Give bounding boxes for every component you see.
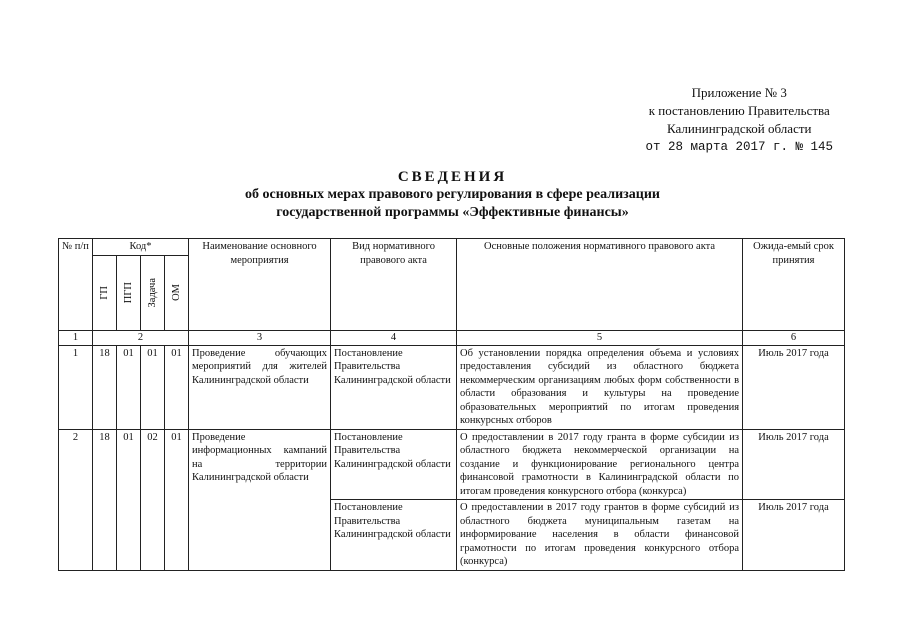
appendix-resolution: к постановлению Правительства [648,103,830,118]
header-provisions: Основные положения нормативного правового акта [457,239,743,331]
header-act-type: Вид нормативного правового акта [331,239,457,331]
appendix-region: Калининградской области [666,121,812,136]
row-task: 01 [141,345,165,429]
appendix-block [645,84,833,156]
header-gp: ГП [93,255,117,330]
row-task: 02 [141,429,165,570]
appendix-number: Приложение № 3 [691,85,787,100]
column-number-row [59,330,845,345]
title-line-2: государственной программы «Эффективные финансы» [276,205,629,220]
column-number: 1 [59,330,93,345]
header-deadline: Ожида-емый срок принятия [743,239,845,331]
header-task: Задача [141,255,165,330]
header-num: № п/п [59,239,93,331]
row-provisions: О предоставлении в 2017 году грантов в форме субсидий из областного бюджета муниципальным газетам на информирование населения в области финансовой грамотности по итогам проведения конкурсного отбора (конкурса) [457,500,743,571]
row-act-type: Постановление Правительства Калининградской области [331,345,457,429]
row-act-type: Постановление Правительства Калининградской области [331,429,457,500]
document-title [0,168,905,222]
header-pgp: ПГП [117,255,141,330]
row-gp: 18 [93,345,117,429]
column-number: 6 [743,330,845,345]
header-om: ОМ [165,255,189,330]
row-event: Проведение информационных кампаний на территории Калининградской области [189,429,331,570]
header-row [59,239,845,256]
title-heading: СВЕДЕНИЯ [397,169,508,185]
header-event: Наименование основного мероприятия [189,239,331,331]
header-code: Код* [93,239,189,256]
row-provisions: Об установлении порядка определения объема и условиях предоставления субсидий из областного бюджета некоммерческим организациям любых форм собственности в области образования и культуры на проведение образовательных мероприятий по итогам проведения конкурсных отборов [457,345,743,429]
measures-table [58,238,845,571]
table-row [59,429,845,500]
table-row [59,345,845,429]
row-pgp: 01 [117,345,141,429]
title-line-1: об основных мерах правового регулирования в сфере реализации [245,187,660,202]
row-act-type: Постановление Правительства Калининградской области [331,500,457,571]
row-om: 01 [165,345,189,429]
row-num: 1 [59,345,93,429]
row-deadline: Июль 2017 года [743,429,845,500]
column-number: 5 [457,330,743,345]
row-event: Проведение обучающих мероприятий для жителей Калининградской области [189,345,331,429]
row-provisions: О предоставлении в 2017 году гранта в форме субсидии из областного бюджета некоммерческой организации на создание и функционирование регионального центра финансовой грамотности в Калининградской области по итогам проведения конкурсного отбора (конкурса) [457,429,743,500]
column-number: 4 [331,330,457,345]
row-deadline: Июль 2017 года [743,500,845,571]
column-number: 2 [93,330,189,345]
row-pgp: 01 [117,429,141,570]
appendix-date: от 28 марта 2017 г. № 145 [645,140,833,154]
row-num: 2 [59,429,93,570]
row-deadline: Июль 2017 года [743,345,845,429]
column-number: 3 [189,330,331,345]
row-om: 01 [165,429,189,570]
row-gp: 18 [93,429,117,570]
